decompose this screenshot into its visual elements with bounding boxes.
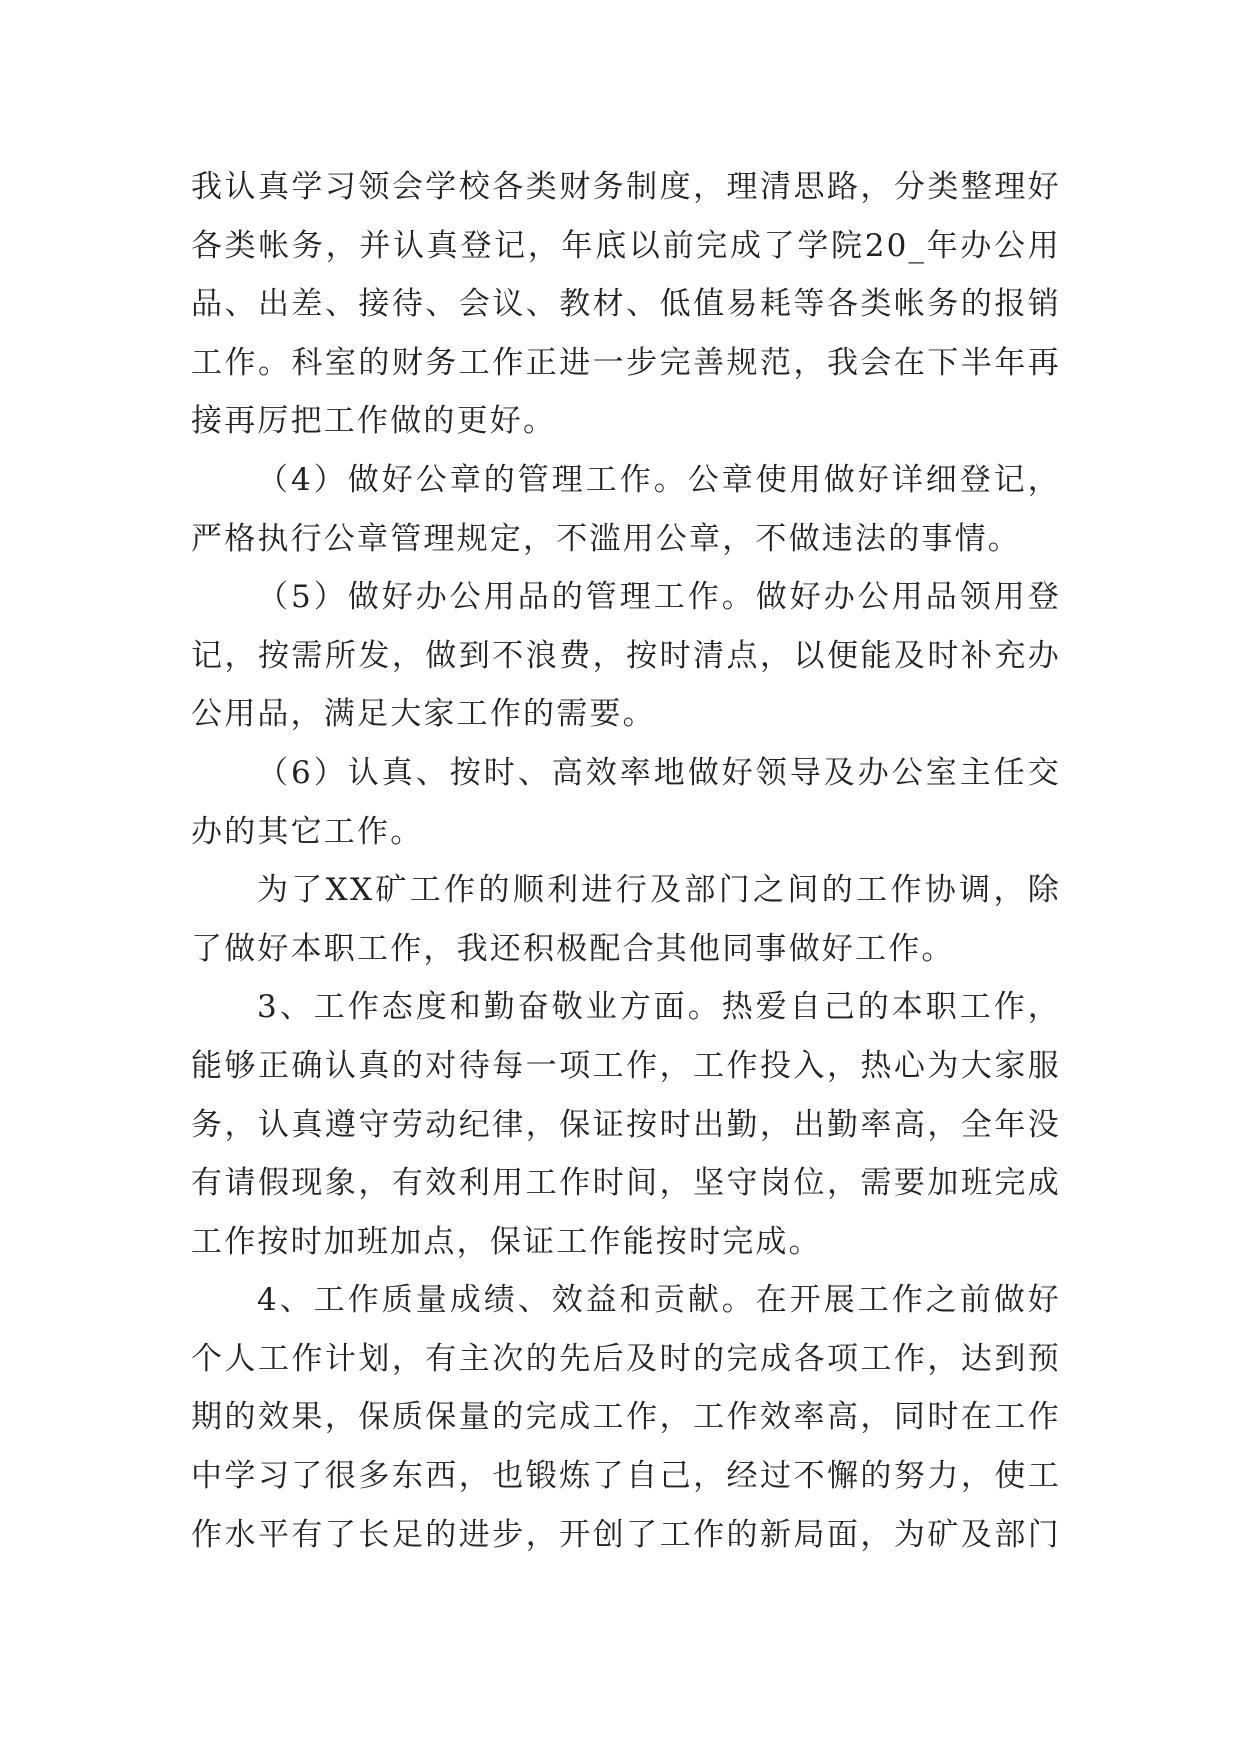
text-line: 3、工作态度和勤奋敬业方面。热爱自己的本职工作， — [257, 989, 1061, 1026]
text-line: 为了XX矿工作的顺利进行及部门之间的工作协调，除 — [257, 872, 1061, 909]
document-body — [191, 158, 1061, 1564]
text-line: 有请假现象，有效利用工作时间，坚守岗位，需要加班完成 — [191, 1165, 1061, 1202]
text-line: 中学习了很多东西，也锻炼了自己，经过不懈的努力，使工 — [191, 1458, 1061, 1495]
text-line: 品、出差、接待、会议、教材、低值易耗等各类帐务的报销 — [191, 286, 1061, 323]
text-line: 个人工作计划，有主次的先后及时的完成各项工作，达到预 — [191, 1340, 1061, 1377]
text-line: 工作。科室的财务工作正进一步完善规范，我会在下半年再 — [191, 344, 1061, 381]
paragraph-office-supplies — [191, 568, 1061, 744]
paragraph-other-tasks — [191, 744, 1061, 861]
text-line: 接再厉把工作做的更好。 — [191, 403, 557, 440]
text-line: 严格执行公章管理规定，不滥用公章，不做违法的事情。 — [191, 520, 1021, 557]
paragraph-coordination — [191, 861, 1061, 978]
text-line: （4）做好公章的管理工作。公章使用做好详细登记， — [257, 461, 1061, 498]
text-line: 作水平有了长足的进步，开创了工作的新局面，为矿及部门 — [191, 1516, 1061, 1553]
text-line: 务，认真遵守劳动纪律，保证按时出勤，出勤率高，全年没 — [191, 1106, 1061, 1143]
text-line: 公用品，满足大家工作的需要。 — [191, 696, 656, 733]
paragraph-seal-management — [191, 451, 1061, 568]
paragraph-work-attitude — [191, 978, 1061, 1271]
text-line: 了做好本职工作，我还积极配合其他同事做好工作。 — [191, 930, 955, 967]
text-line: 4、工作质量成绩、效益和贡献。在开展工作之前做好 — [257, 1282, 1061, 1319]
paragraph-work-quality — [191, 1271, 1061, 1564]
paragraph-finance-records — [191, 158, 1061, 451]
text-line: （5）做好办公用品的管理工作。做好办公用品领用登 — [257, 579, 1061, 616]
text-line: 期的效果，保质保量的完成工作，工作效率高，同时在工作 — [191, 1399, 1061, 1436]
text-line: 办的其它工作。 — [191, 813, 424, 850]
text-line: 记，按需所发，做到不浪费，按时清点，以便能及时补充办 — [191, 637, 1061, 674]
text-line: 工作按时加班加点，保证工作能按时完成。 — [191, 1223, 822, 1260]
text-line: 能够正确认真的对待每一项工作，工作投入，热心为大家服 — [191, 1047, 1061, 1084]
text-line: （6）认真、按时、高效率地做好领导及办公室主任交 — [257, 754, 1061, 791]
text-line: 各类帐务，并认真登记，年底以前完成了学院20_年办公用 — [191, 227, 1061, 264]
text-line: 我认真学习领会学校各类财务制度，理清思路，分类整理好 — [191, 169, 1061, 205]
